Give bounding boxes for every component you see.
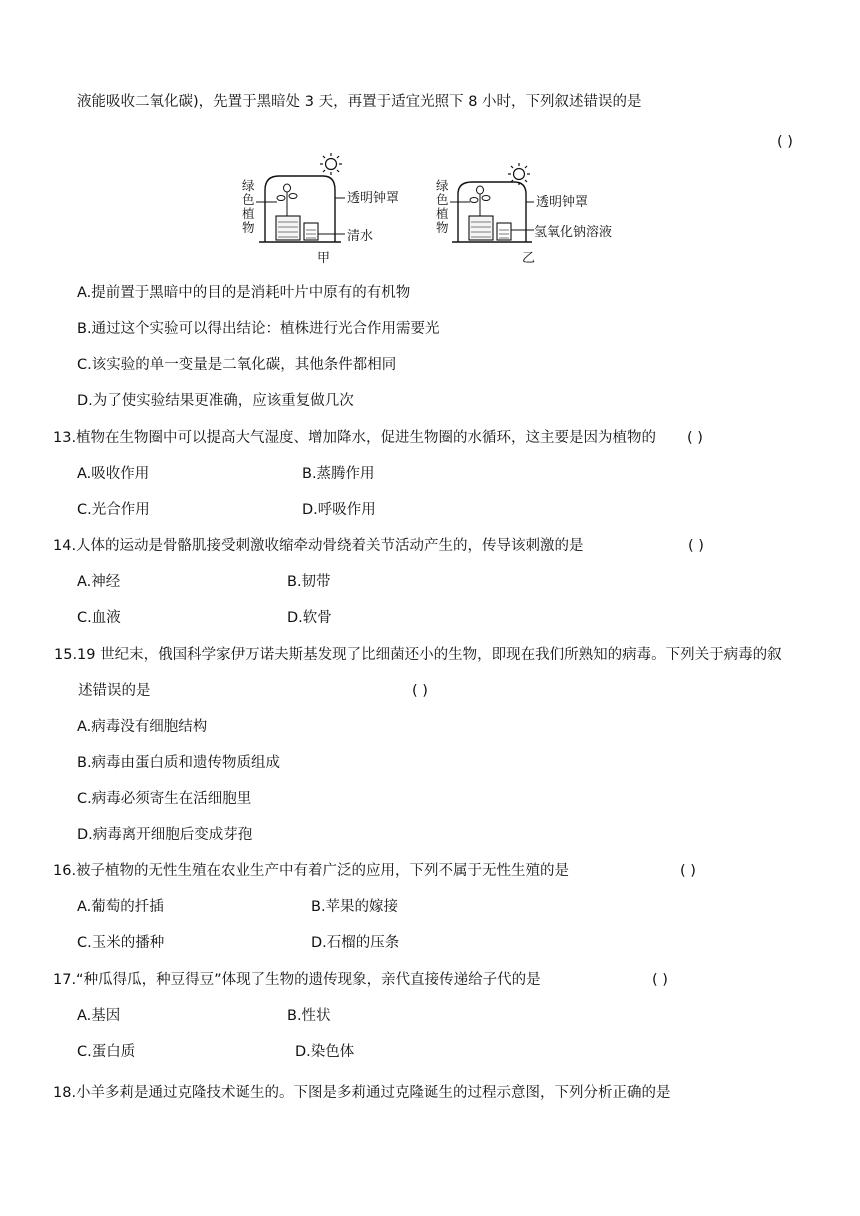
pot-left: [276, 216, 300, 240]
q14-option-c: C.血液: [77, 610, 121, 626]
q12-option-c: C.该实验的单一变量是二氧化碳，其他条件都相同: [77, 357, 397, 373]
q14-option-b: B.韧带: [287, 574, 331, 590]
q17-option-d: D.染色体: [295, 1044, 355, 1060]
plant-label-left: [242, 178, 259, 235]
experiment-figure: [235, 150, 635, 268]
q16-option-a: A.葡萄的扦插: [77, 899, 164, 915]
q17-option-b: B.性状: [287, 1008, 331, 1024]
plant-label-char: 绿: [436, 178, 449, 193]
q16-stem: 16.被子植物的无性生殖在农业生产中有着广泛的应用，下列不属于无性生殖的是: [53, 863, 570, 879]
q15-option-d: D.病毒离开细胞后变成芽孢: [77, 827, 253, 843]
q15-option-c: C.病毒必须寄生在活细胞里: [77, 791, 252, 807]
q13-option-c: C.光合作用: [77, 502, 150, 518]
liquid-label-left: 清水: [347, 229, 374, 244]
q12-answer-paren: ( ): [777, 134, 793, 150]
q12-option-a: A.提前置于黑暗中的目的是消耗叶片中原有的有机物: [77, 285, 411, 301]
q13-option-b: B.蒸腾作用: [302, 466, 375, 482]
sun-icon-left: [320, 153, 342, 175]
q16-option-d: D.石榴的压条: [311, 935, 400, 951]
q14-option-d: D.软骨: [287, 610, 332, 626]
q17-answer-paren: ( ): [652, 972, 668, 988]
q14-stem: 14.人体的运动是骨骼肌接受刺激收缩牵动骨绕着关节活动产生的，传导该刺激的是: [53, 538, 584, 554]
plant-label-char: 色: [436, 192, 449, 207]
plant-label-char: 色: [242, 192, 255, 207]
plant-right: [470, 186, 490, 216]
plant-label-char: 植: [436, 206, 449, 221]
q14-option-a: A.神经: [77, 574, 121, 590]
setup-left: [242, 153, 399, 266]
q13-option-a: A.吸收作用: [77, 466, 150, 482]
pot-right: [469, 216, 493, 240]
q16-option-b: B.苹果的嫁接: [311, 899, 399, 915]
plant-left: [277, 184, 297, 216]
cover-label-left: 透明钟罩: [347, 191, 400, 206]
q15-option-a: A.病毒没有细胞结构: [77, 719, 208, 735]
plant-label-right: [436, 178, 453, 235]
q15-stem: 15.19 世纪末，俄国科学家伊万诺夫斯基发现了比细菌还小的生物，即现在我们所熟知的病毒。下列关于病毒的叙: [54, 647, 782, 663]
caption-right: 乙: [522, 251, 536, 266]
q12-option-d: D.为了使实验结果更准确，应该重复做几次: [77, 393, 354, 409]
plant-label-char: 植: [242, 206, 255, 221]
caption-left: 甲: [317, 251, 331, 266]
liquid-label-right: 氢氧化钠溶液: [534, 225, 613, 240]
beaker-left: [304, 223, 318, 240]
plant-label-char: 绿: [242, 178, 255, 193]
q16-answer-paren: ( ): [680, 863, 696, 879]
q13-answer-paren: ( ): [687, 430, 703, 446]
q17-option-a: A.基因: [77, 1008, 121, 1024]
plant-label-char: 物: [242, 220, 255, 235]
plant-label-char: 物: [436, 220, 449, 235]
q12-stem-tail: 液能吸收二氧化碳)，先置于黑暗处 3 天，再置于适宜光照下 8 小时，下列叙述错误的是: [77, 94, 642, 110]
q17-stem: 17.“种瓜得瓜，种豆得豆”体现了生物的遗传现象，亲代直接传递给子代的是: [53, 972, 541, 988]
q13-stem: 13.植物在生物圈中可以提高大气湿度、增加降水，促进生物圈的水循环，这主要是因为植物的: [53, 430, 657, 446]
q14-answer-paren: ( ): [688, 538, 704, 554]
q15-option-b: B.病毒由蛋白质和遗传物质组成: [77, 755, 281, 771]
q15-answer-paren: ( ): [412, 683, 428, 699]
q18-stem: 18.小羊多莉是通过克隆技术诞生的。下图是多莉通过克隆诞生的过程示意图，下列分析正确的是: [53, 1085, 671, 1101]
q12-option-b: B.通过这个实验可以得出结论：植株进行光合作用需要光: [77, 321, 440, 337]
q16-option-c: C.玉米的播种: [77, 935, 165, 951]
setup-right: [436, 163, 612, 266]
beaker-right: [497, 223, 511, 240]
q13-option-d: D.呼吸作用: [302, 502, 376, 518]
q15-stem-cont: 述错误的是: [78, 683, 151, 699]
q17-option-c: C.蛋白质: [77, 1044, 136, 1060]
cover-label-right: 透明钟罩: [536, 195, 589, 210]
